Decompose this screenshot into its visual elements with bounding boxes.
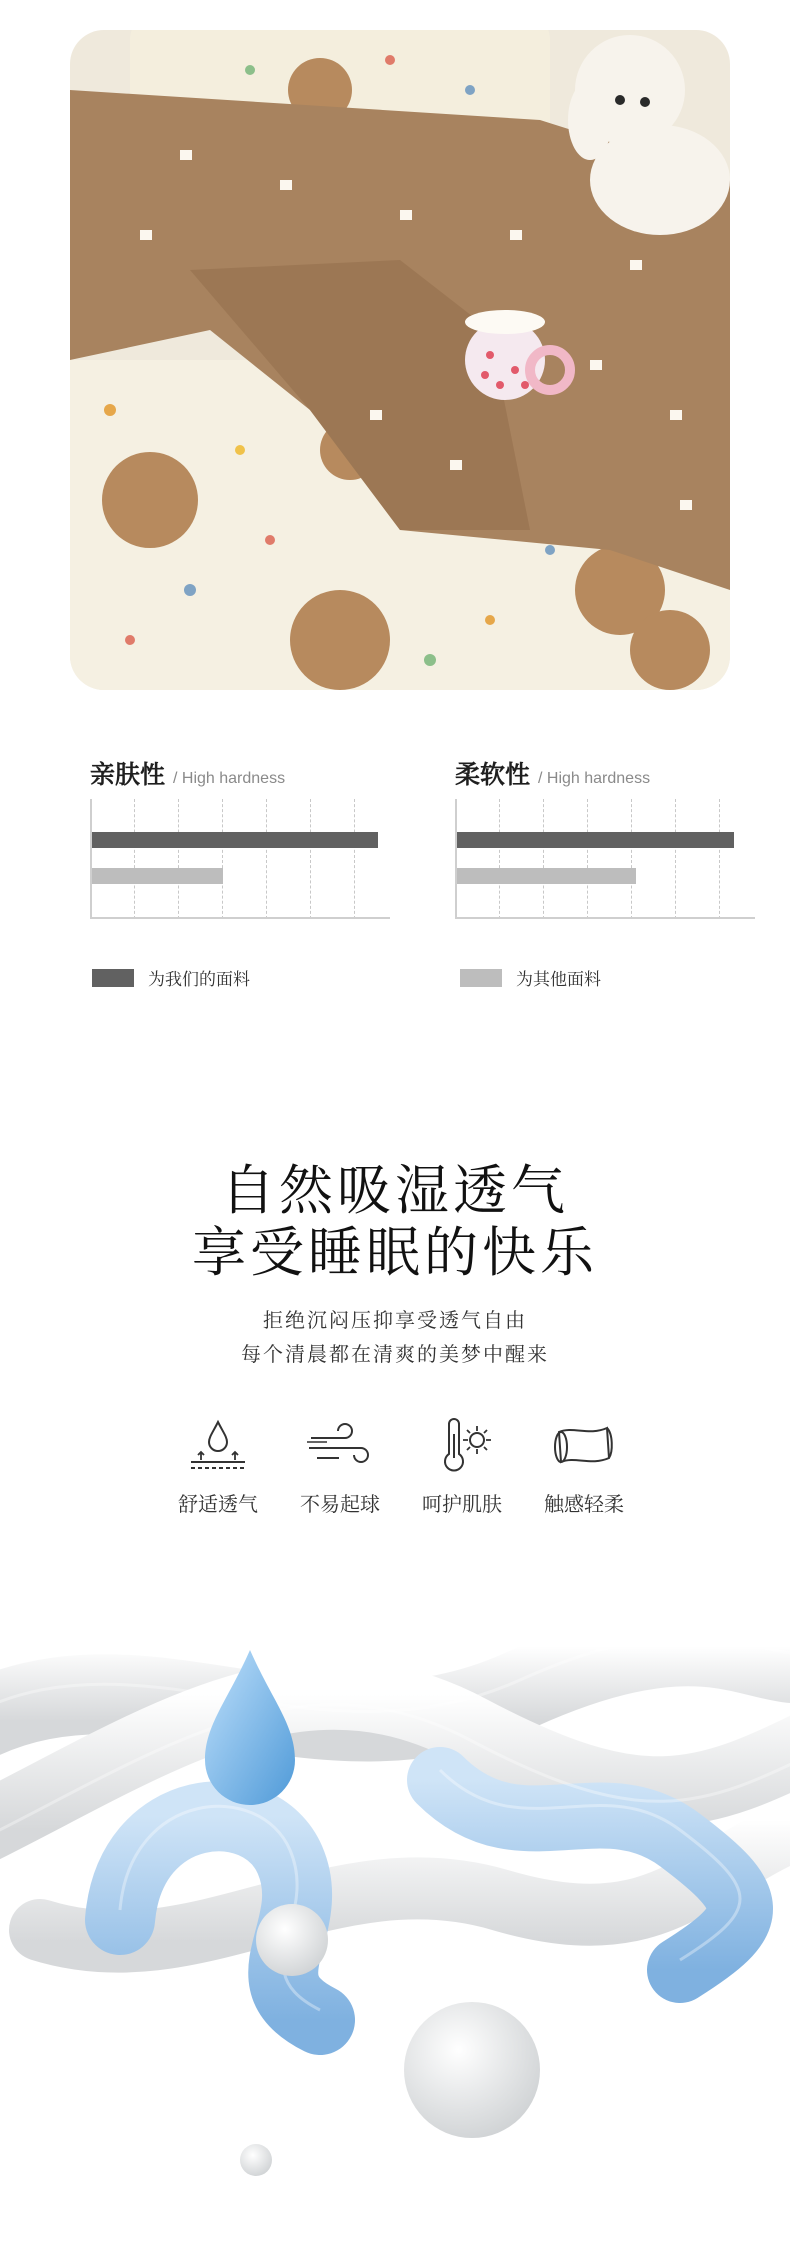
x-axis (90, 917, 390, 919)
legend-ours (92, 965, 250, 990)
feature-label: 触感轻柔 (544, 1492, 624, 1516)
comparison-title (455, 755, 755, 789)
comparison-plot (90, 799, 390, 919)
y-axis (455, 799, 457, 919)
feature-label: 呵护肌肤 (422, 1492, 502, 1516)
feature-skin-care (402, 1418, 522, 1517)
headline-line-2: 享受睡眠的快乐 (192, 1221, 598, 1284)
legend-swatch-other (460, 969, 502, 987)
feature-breathable (158, 1418, 278, 1517)
legend-other (460, 965, 601, 990)
feature-label: 舒适透气 (178, 1492, 258, 1516)
comparison-subtitle: / High hardness (173, 770, 286, 787)
legend-label-other: 为其他面料 (516, 970, 601, 990)
comparison-title (90, 755, 390, 789)
fabric-roll-icon (549, 1418, 619, 1474)
feature-label: 不易起球 (300, 1492, 380, 1516)
fiber-illustration (0, 1600, 790, 2240)
headline-line-1: 自然吸湿透气 (221, 1159, 569, 1222)
y-axis (90, 799, 92, 919)
comparison-title-cn: 柔软性 (455, 760, 531, 789)
bar-ours (457, 832, 734, 848)
subline-line-2: 每个清晨都在清爽的美梦中醒来 (241, 1342, 549, 1366)
hero-product-photo (70, 30, 730, 690)
comparison-plot (455, 799, 755, 919)
bar-ours (92, 832, 378, 848)
water-drop-icon (183, 1418, 253, 1474)
legend-swatch-ours (92, 969, 134, 987)
comparison-title-cn: 亲肤性 (90, 760, 166, 789)
feature-soft-touch (524, 1418, 644, 1517)
comparison-softness (455, 755, 755, 919)
comparison-subtitle: / High hardness (538, 770, 651, 787)
comparison-skin-friendly (90, 755, 390, 919)
bar-other (457, 868, 636, 884)
wind-icon (305, 1418, 375, 1474)
bar-other (92, 868, 223, 884)
legend-label-ours: 为我们的面料 (148, 970, 250, 990)
thermometer-sun-icon (427, 1418, 497, 1474)
x-axis (455, 917, 755, 919)
feature-anti-pilling (280, 1418, 400, 1517)
subline-line-1: 拒绝沉闷压抑享受透气自由 (263, 1308, 527, 1332)
